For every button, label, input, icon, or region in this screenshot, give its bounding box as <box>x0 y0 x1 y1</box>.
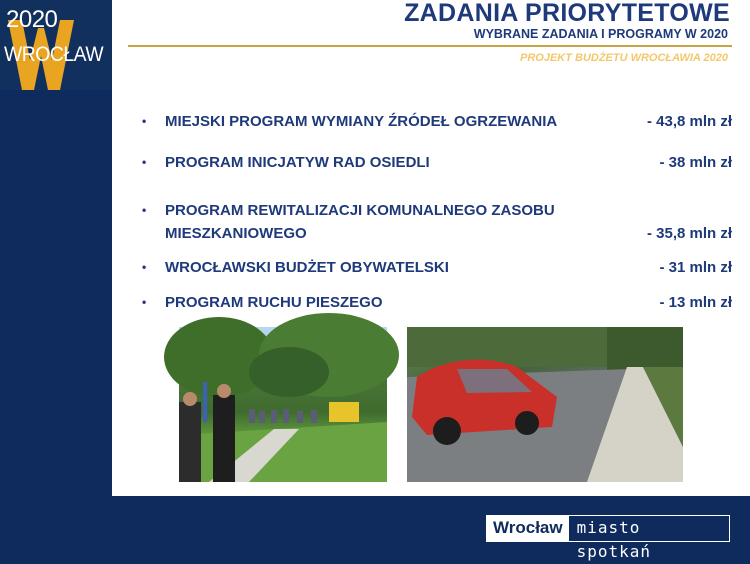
item-amount: - 35,8 mln zł <box>646 225 732 242</box>
list-item <box>142 152 738 174</box>
item-amount: - 43,8 mln zł <box>646 113 732 130</box>
bullet: • <box>142 203 147 217</box>
item-amount: - 38 mln zł <box>659 154 732 171</box>
brand-slogan: miasto spotkań <box>569 516 729 541</box>
bullet: • <box>142 295 147 309</box>
item-label: PROGRAM RUCHU PIESZEGO <box>165 294 383 311</box>
logo-city: WROCŁAW <box>4 43 104 66</box>
page-subtitle: WYBRANE ZADANIA I PROGRAMY W 2020 <box>473 27 728 41</box>
item-label-continued: MIESZKANIOWEGO <box>165 225 307 242</box>
brand-name: Wrocław <box>487 516 569 541</box>
wroclaw-2020-logo <box>0 0 112 90</box>
photo-park-event <box>179 327 387 482</box>
project-label: PROJEKT BUDŻETU WROCŁAWIA 2020 <box>519 52 728 64</box>
list-item <box>142 292 738 314</box>
bullet: • <box>142 155 147 169</box>
item-amount: - 31 mln zł <box>659 259 732 276</box>
item-label: MIEJSKI PROGRAM WYMIANY ŹRÓDEŁ OGRZEWANIA <box>165 113 558 130</box>
item-amount: - 13 mln zł <box>659 294 732 311</box>
page-title: ZADANIA PRIORYTETOWE <box>404 0 730 27</box>
photo-road-walkway <box>407 327 683 482</box>
slide-content <box>112 0 750 496</box>
item-label: PROGRAM REWITALIZACJI KOMUNALNEGO ZASOBU <box>165 202 555 219</box>
list-item <box>142 200 738 248</box>
item-label: WROCŁAWSKI BUDŻET OBYWATELSKI <box>165 259 449 276</box>
wroclaw-brand-logo <box>486 515 730 561</box>
list-item <box>142 111 738 133</box>
bullet: • <box>142 260 147 274</box>
header-divider <box>128 45 732 47</box>
item-label: PROGRAM INICJATYW RAD OSIEDLI <box>165 154 430 171</box>
list-item <box>142 257 738 279</box>
bullet: • <box>142 114 147 128</box>
logo-year: 2020 <box>6 6 58 33</box>
